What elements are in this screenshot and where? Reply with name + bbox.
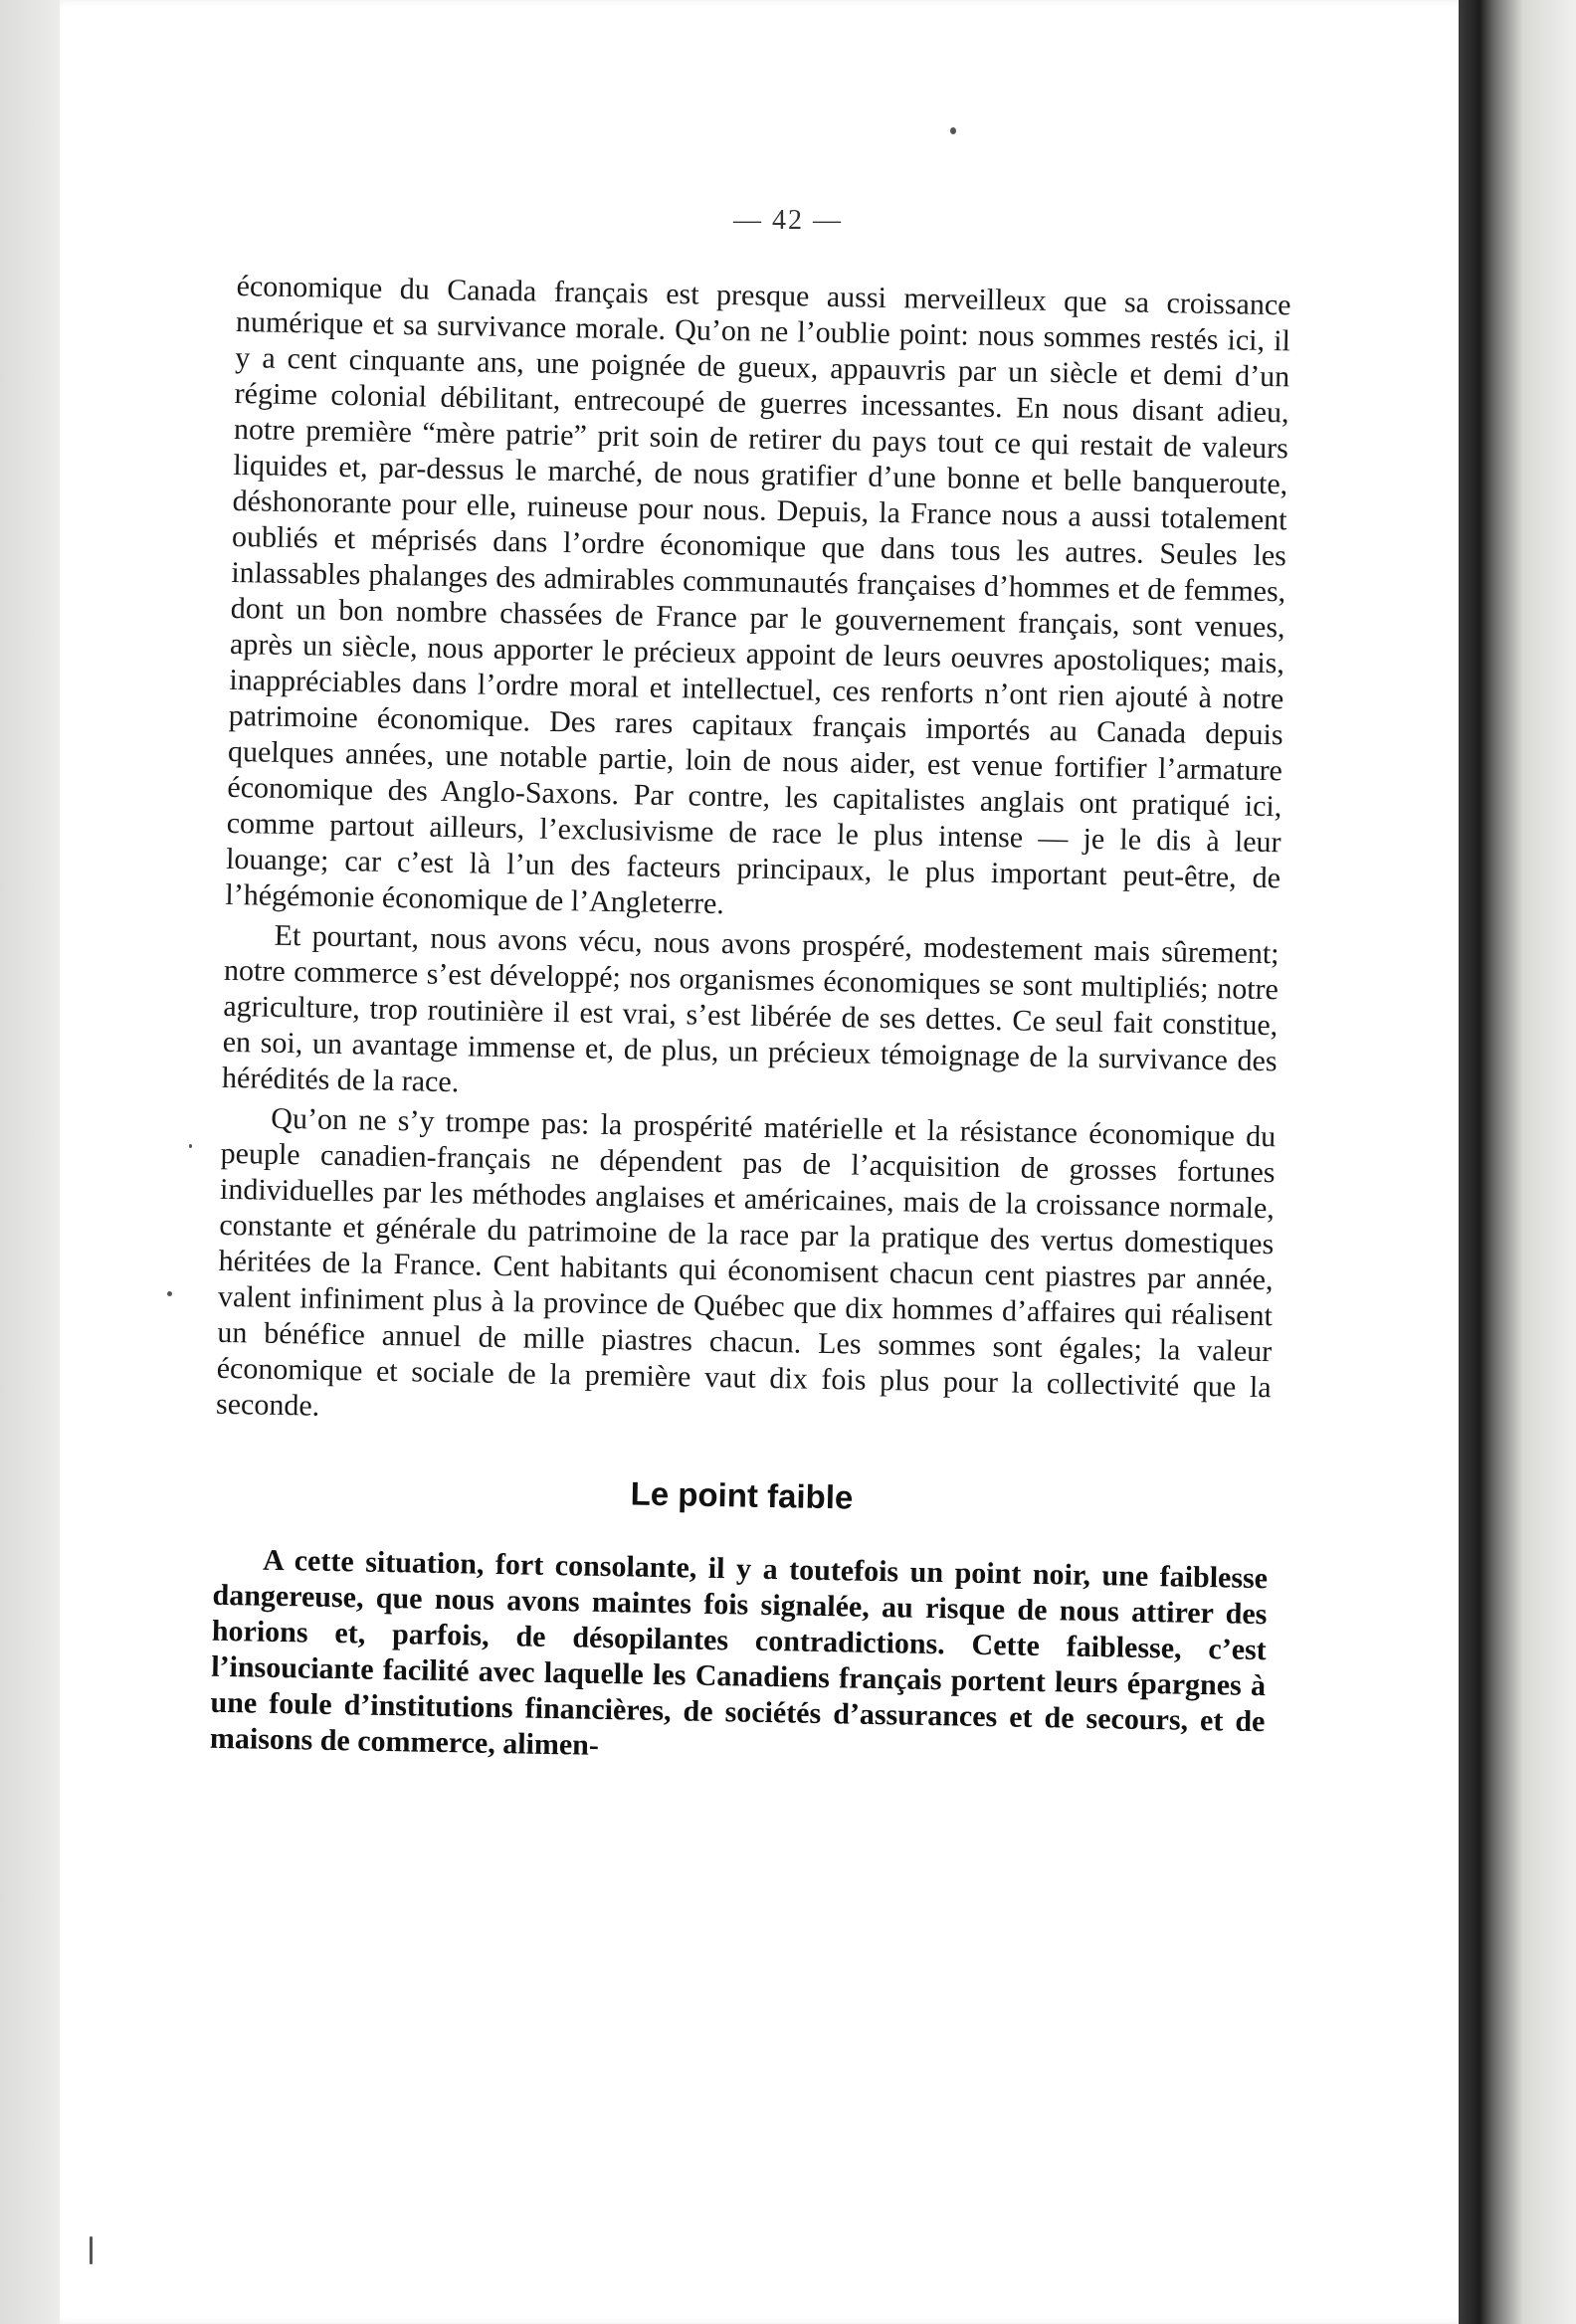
scan-speck xyxy=(950,127,956,134)
book-binding-shadow xyxy=(1459,0,1576,2324)
page-number: — 42 — xyxy=(733,205,843,236)
scan-speck xyxy=(90,2236,93,2264)
section-heading: Le point faible xyxy=(630,1474,854,1516)
section-paragraph: A cette situation, fort consolante, il y a toutefois un point noir, une faiblesse dangereuse, que nous avons maintes fois signalée, au risque de nous attirer des horions et, parfois, de désopilantes contradictions. Cette faiblesse, c’est l’insouciante facilité avec laquelle les Canadiens français portent leurs épargnes à une foule d’institutions financières, de sociétés d’assurances et de secours, et de maisons de commerce, alimen- xyxy=(209,1543,1269,1762)
scan-speck xyxy=(167,1291,172,1296)
scan-speck xyxy=(189,1144,192,1148)
paragraph-3: Qu’on ne s’y trompe pas: la prospérité matérielle et la résistance économique du peuple canadien-français ne dépendent pas de l’acquisition de grosses fortunes individuelles par les méthodes anglaises et américaines, mais de la croissance normale, constante et générale du patrimoine de la race par la pratique des vertus domestiques héritées de la France. Cent habitants qui économisent chacun cent piastres par année, valent infiniment plus à la province de Québec que dix hommes d’affaires qui réalisent un bénéfice annuel de mille piastres chacun. Les sommes sont égales; la valeur économique et sociale de la première vaut dix fois plus pour la collectivité que la seconde. xyxy=(215,1101,1277,1423)
section-body xyxy=(210,1542,1269,1776)
paragraph-1: économique du Canada français est presque aussi merveilleux que sa croissance numérique et sa survivance morale. Qu’on ne l’oublie point: nous sommes restés ici, il y a cent cinquante ans, une poignée de gueux, appauvris par un siècle et demi d’un régime colonial débilitant, entrecoupé de guerres incessantes. En nous disant adieu, notre première “mère patrie” prit soin de retirer du pays tout ce qui restait de valeurs liquides et, par-dessus le marché, de nous gratifier d’une bonne et belle banqueroute, déshonorante pour elle, ruineuse pour nous. Depuis, la France nous a aussi totalement oubliés et méprisés dans l’ordre économique que dans tous les autres. Seules les inlassables phalanges des admirables communautés françaises d’hommes et de femmes, dont un bon nombre chassées de France par le gouvernement français, sont venues, après un siècle, nous apporter le précieux appoint de leurs oeuvres apostoliques; mais, inappréciables dans l’ordre moral et intellectuel, ces renforts n’ont rien ajouté à notre patrimoine économique. Des rares capitaux français importés au Canada depuis quelques années, une notable partie, loin de nous aider, est venue fortifier l’armature économique des Anglo-Saxons. Par contre, les capitalistes anglais ont pratiqué ici, comme partout ailleurs, l’exclusivisme de race le plus intense — je le dis à leur louange; car c’est là l’un des facteurs principaux, le plus important peut-être, de l’hégémonie économique de l’Angleterre. xyxy=(225,269,1291,921)
page-body-text xyxy=(210,269,1291,1780)
paragraph-2: Et pourtant, nous avons vécu, nous avons prospéré, modestement mais sûrement; notre commerce s’est développé; nos organismes économiques se sont multipliés; notre agriculture, trop routinière il est vrai, s’est libérée de ses dettes. Ce seul fait constitue, en soi, un avantage immense et, de plus, un précieux témoignage de la survivance des hérédités de la race. xyxy=(221,918,1280,1099)
